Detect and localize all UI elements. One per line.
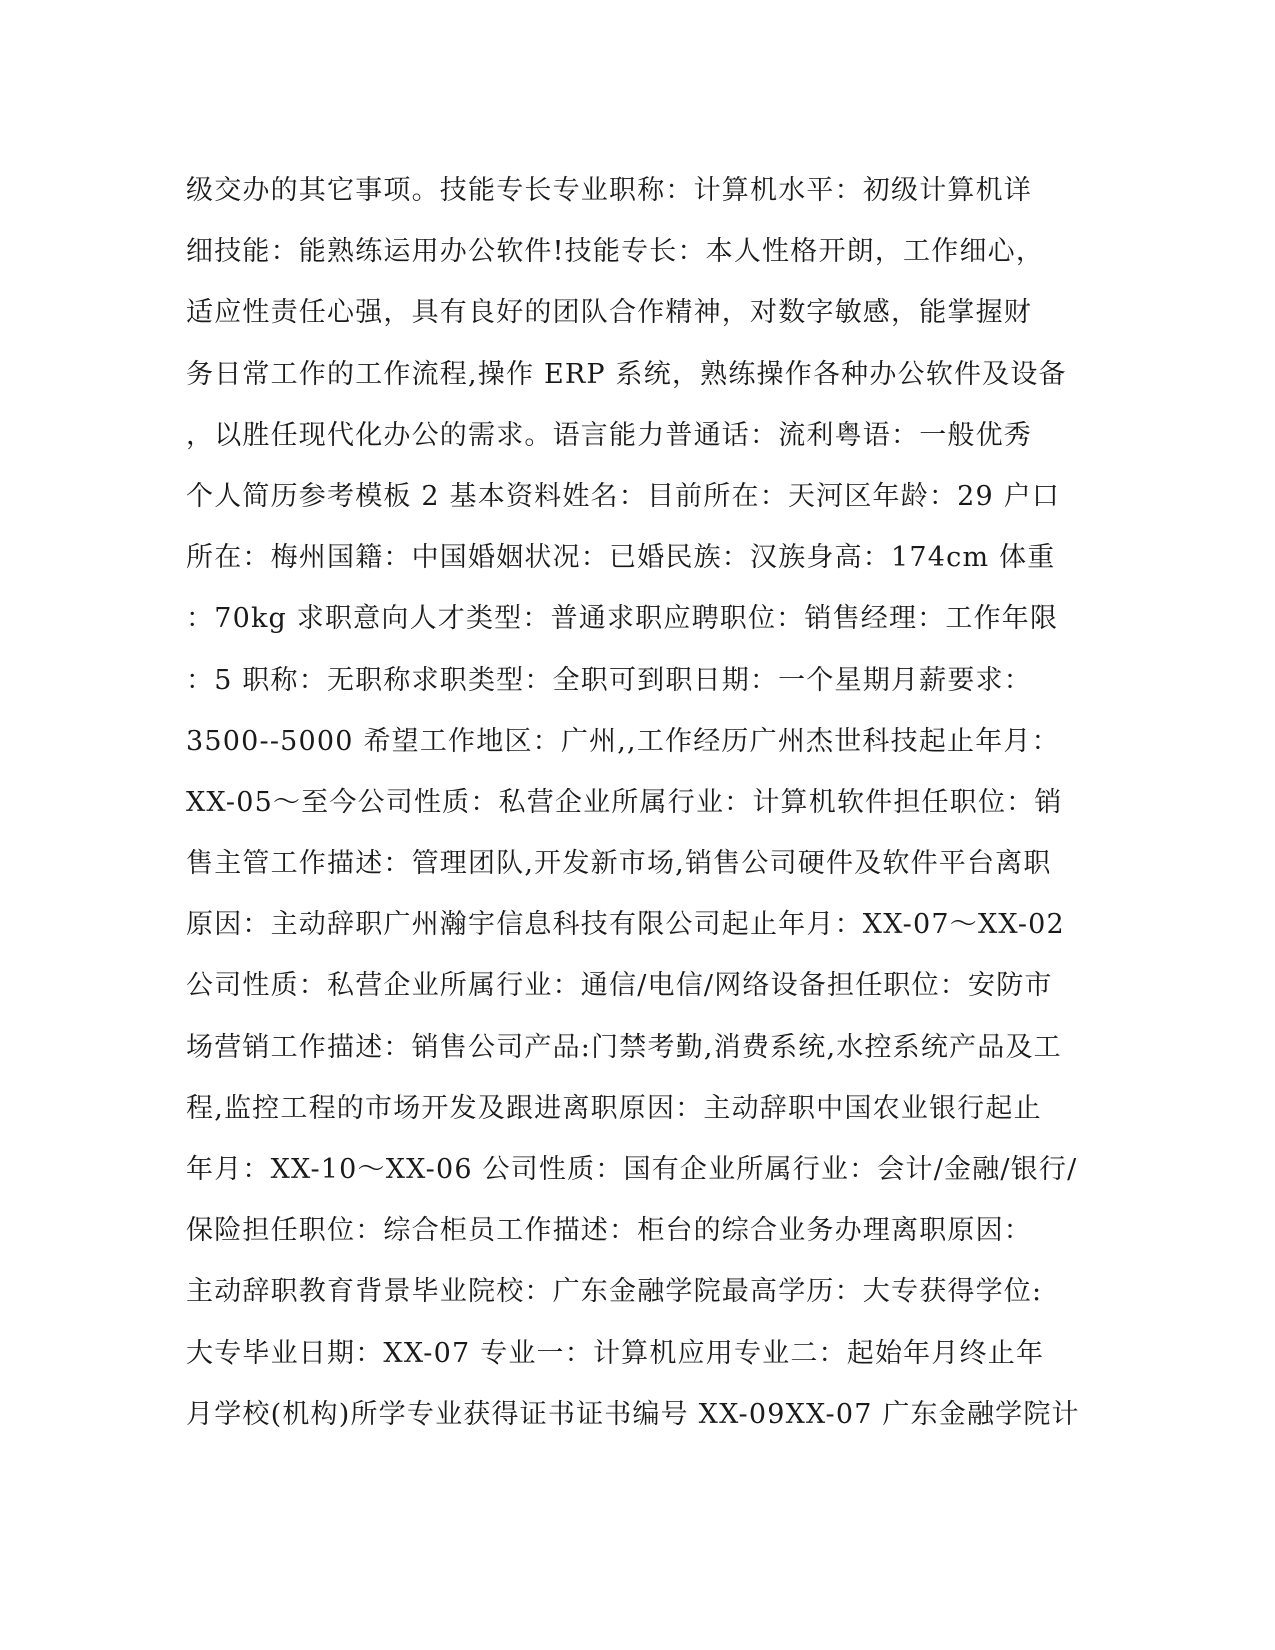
text-line: 适应性责任心强，具有良好的团队合作精神，对数字敏感，能掌握财 [186,297,1032,329]
text-line: 大专毕业日期：XX-07 专业一：计算机应用专业二：起始年月终止年 [186,1337,1045,1369]
text-line: 售主管工作描述：管理团队,开发新市场,销售公司硬件及软件平台离职 [186,848,1052,880]
text-line: 原因：主动辞职广州瀚宇信息科技有限公司起止年月：XX-07～XX-02 [186,909,1065,941]
text-line: 个人简历参考模板 2 基本资料姓名：目前所在：天河区年龄：29 户口 [186,480,1061,512]
text-line: 3500--5000 希望工作地区：广州,,工作经历广州杰世科技起止年月： [186,725,1060,757]
text-line: 细技能：能熟练运用办公软件!技能专长：本人性格开朗，工作细心， [186,236,1045,268]
text-line: 年月：XX-10～XX-06 公司性质：国有企业所属行业：会计/金融/银行/ [186,1154,1078,1185]
text-line: 程,监控工程的市场开发及跟进离职原因：主动辞职中国农业银行起止 [186,1092,1042,1124]
text-line: 公司性质：私营企业所属行业：通信/电信/网络设备担任职位：安防市 [186,970,1053,1002]
text-line: ：5 职称：无职称求职类型：全职可到职日期：一个星期月薪要求： [186,664,1032,696]
text-line: 保险担任职位：综合柜员工作描述：柜台的综合业务办理离职原因： [186,1215,1032,1247]
text-line: ：70kg 求职意向人才类型：普通求职应聘职位：销售经理：工作年限 [186,603,1059,635]
text-line: 所在：梅州国籍：中国婚姻状况：已婚民族：汉族身高：174cm 体重 [186,542,1056,574]
text-line: 级交办的其它事项。技能专长专业职称：计算机水平：初级计算机详 [186,175,1032,206]
text-line: 主动辞职教育背景毕业院校：广东金融学院最高学历：大专获得学位: [186,1276,1043,1308]
text-line: 场营销工作描述：销售公司产品:门禁考勤,消费系统,水控系统产品及工 [186,1031,1062,1063]
text-line: XX-05～至今公司性质：私营企业所属行业：计算机软件担任职位：销 [186,786,1063,818]
text-line: 务日常工作的工作流程,操作 ERP 系统，熟练操作各种办公软件及设备 [186,358,1067,390]
body-text [186,160,1086,1445]
text-line: 月学校(机构)所学专业获得证书证书编号 XX-09XX-07 广东金融学院计 [186,1398,1080,1430]
text-line: ，以胜任现代化办公的需求。语言能力普通话：流利粤语：一般优秀 [186,419,1032,451]
